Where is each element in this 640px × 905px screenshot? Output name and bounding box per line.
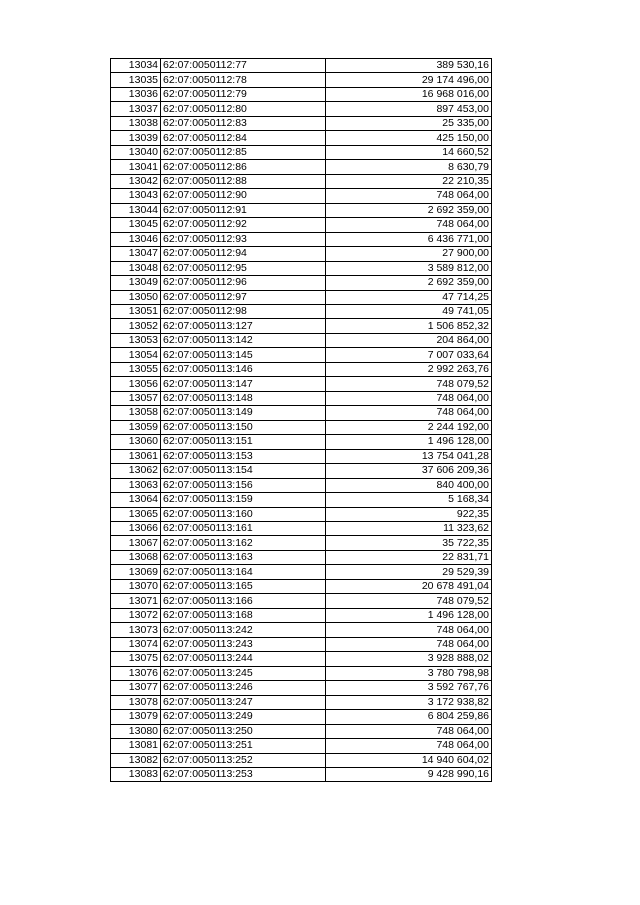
value-cell: 922,35 xyxy=(326,507,492,521)
table-row xyxy=(111,666,492,680)
table-row xyxy=(111,478,492,492)
value-cell: 16 968 016,00 xyxy=(326,87,492,101)
value-cell: 748 064,00 xyxy=(326,637,492,651)
cadastral-number-cell: 62:07:0050113:249 xyxy=(161,710,326,724)
cadastral-number-cell: 62:07:0050113:245 xyxy=(161,666,326,680)
row-number-cell: 13061 xyxy=(111,449,161,463)
table-row xyxy=(111,290,492,304)
row-number-cell: 13057 xyxy=(111,391,161,405)
value-cell: 425 150,00 xyxy=(326,131,492,145)
row-number-cell: 13060 xyxy=(111,435,161,449)
value-cell: 897 453,00 xyxy=(326,102,492,116)
cadastral-number-cell: 62:07:0050113:147 xyxy=(161,377,326,391)
row-number-cell: 13081 xyxy=(111,739,161,753)
table-row xyxy=(111,652,492,666)
value-cell: 748 064,00 xyxy=(326,739,492,753)
cadastral-value-table xyxy=(110,58,492,782)
cadastral-number-cell: 62:07:0050112:93 xyxy=(161,232,326,246)
cadastral-number-cell: 62:07:0050112:97 xyxy=(161,290,326,304)
cadastral-number-cell: 62:07:0050112:83 xyxy=(161,116,326,130)
table-row xyxy=(111,391,492,405)
row-number-cell: 13067 xyxy=(111,536,161,550)
cadastral-number-cell: 62:07:0050113:150 xyxy=(161,420,326,434)
row-number-cell: 13040 xyxy=(111,145,161,159)
table-row xyxy=(111,189,492,203)
value-cell: 840 400,00 xyxy=(326,478,492,492)
row-number-cell: 13073 xyxy=(111,623,161,637)
table-row xyxy=(111,695,492,709)
cadastral-number-cell: 62:07:0050113:162 xyxy=(161,536,326,550)
row-number-cell: 13082 xyxy=(111,753,161,767)
cadastral-number-cell: 62:07:0050113:160 xyxy=(161,507,326,521)
table-row xyxy=(111,739,492,753)
cadastral-number-cell: 62:07:0050112:95 xyxy=(161,261,326,275)
table-row xyxy=(111,116,492,130)
table-row xyxy=(111,420,492,434)
cadastral-number-cell: 62:07:0050112:92 xyxy=(161,218,326,232)
cadastral-number-cell: 62:07:0050113:153 xyxy=(161,449,326,463)
row-number-cell: 13075 xyxy=(111,652,161,666)
row-number-cell: 13049 xyxy=(111,276,161,290)
table-row xyxy=(111,174,492,188)
table-row xyxy=(111,348,492,362)
row-number-cell: 13037 xyxy=(111,102,161,116)
value-cell: 3 592 767,76 xyxy=(326,681,492,695)
table-row xyxy=(111,59,492,73)
value-cell: 6 804 259,86 xyxy=(326,710,492,724)
value-cell: 3 172 938,82 xyxy=(326,695,492,709)
row-number-cell: 13041 xyxy=(111,160,161,174)
table-row xyxy=(111,507,492,521)
row-number-cell: 13035 xyxy=(111,73,161,87)
row-number-cell: 13063 xyxy=(111,478,161,492)
table-row xyxy=(111,637,492,651)
row-number-cell: 13036 xyxy=(111,87,161,101)
table-row xyxy=(111,276,492,290)
value-cell: 27 900,00 xyxy=(326,247,492,261)
value-cell: 11 323,62 xyxy=(326,522,492,536)
table-row xyxy=(111,753,492,767)
value-cell: 37 606 209,36 xyxy=(326,464,492,478)
row-number-cell: 13078 xyxy=(111,695,161,709)
row-number-cell: 13076 xyxy=(111,666,161,680)
row-number-cell: 13051 xyxy=(111,304,161,318)
cadastral-number-cell: 62:07:0050113:146 xyxy=(161,362,326,376)
table-row xyxy=(111,565,492,579)
cadastral-number-cell: 62:07:0050113:127 xyxy=(161,319,326,333)
cadastral-number-cell: 62:07:0050113:166 xyxy=(161,594,326,608)
cadastral-number-cell: 62:07:0050112:88 xyxy=(161,174,326,188)
value-cell: 389 530,16 xyxy=(326,59,492,73)
cadastral-number-cell: 62:07:0050113:154 xyxy=(161,464,326,478)
row-number-cell: 13064 xyxy=(111,493,161,507)
table-row xyxy=(111,218,492,232)
value-cell: 6 436 771,00 xyxy=(326,232,492,246)
value-cell: 748 064,00 xyxy=(326,189,492,203)
row-number-cell: 13065 xyxy=(111,507,161,521)
cadastral-number-cell: 62:07:0050112:91 xyxy=(161,203,326,217)
cadastral-number-cell: 62:07:0050113:151 xyxy=(161,435,326,449)
cadastral-number-cell: 62:07:0050112:77 xyxy=(161,59,326,73)
row-number-cell: 13053 xyxy=(111,333,161,347)
cadastral-number-cell: 62:07:0050112:86 xyxy=(161,160,326,174)
cadastral-number-cell: 62:07:0050112:78 xyxy=(161,73,326,87)
value-cell: 29 174 496,00 xyxy=(326,73,492,87)
value-cell: 49 741,05 xyxy=(326,304,492,318)
value-cell: 1 506 852,32 xyxy=(326,319,492,333)
row-number-cell: 13038 xyxy=(111,116,161,130)
row-number-cell: 13077 xyxy=(111,681,161,695)
row-number-cell: 13066 xyxy=(111,522,161,536)
row-number-cell: 13059 xyxy=(111,420,161,434)
value-cell: 2 692 359,00 xyxy=(326,276,492,290)
cadastral-number-cell: 62:07:0050113:165 xyxy=(161,579,326,593)
table-row xyxy=(111,319,492,333)
cadastral-number-cell: 62:07:0050113:142 xyxy=(161,333,326,347)
row-number-cell: 13042 xyxy=(111,174,161,188)
cadastral-number-cell: 62:07:0050113:164 xyxy=(161,565,326,579)
table-row xyxy=(111,681,492,695)
table-row xyxy=(111,724,492,738)
row-number-cell: 13050 xyxy=(111,290,161,304)
value-cell: 748 064,00 xyxy=(326,406,492,420)
row-number-cell: 13071 xyxy=(111,594,161,608)
table-row xyxy=(111,377,492,391)
table-row xyxy=(111,623,492,637)
table-row xyxy=(111,333,492,347)
table-row xyxy=(111,73,492,87)
table-row xyxy=(111,594,492,608)
value-cell: 3 928 888,02 xyxy=(326,652,492,666)
table-row xyxy=(111,362,492,376)
table-row xyxy=(111,203,492,217)
value-cell: 748 064,00 xyxy=(326,391,492,405)
row-number-cell: 13045 xyxy=(111,218,161,232)
row-number-cell: 13052 xyxy=(111,319,161,333)
value-cell: 2 692 359,00 xyxy=(326,203,492,217)
cadastral-number-cell: 62:07:0050113:246 xyxy=(161,681,326,695)
value-cell: 748 064,00 xyxy=(326,218,492,232)
cadastral-number-cell: 62:07:0050112:80 xyxy=(161,102,326,116)
cadastral-number-cell: 62:07:0050112:79 xyxy=(161,87,326,101)
table-row xyxy=(111,435,492,449)
row-number-cell: 13055 xyxy=(111,362,161,376)
row-number-cell: 13043 xyxy=(111,189,161,203)
value-cell: 748 064,00 xyxy=(326,623,492,637)
cadastral-number-cell: 62:07:0050113:247 xyxy=(161,695,326,709)
row-number-cell: 13074 xyxy=(111,637,161,651)
cadastral-number-cell: 62:07:0050113:161 xyxy=(161,522,326,536)
table-row xyxy=(111,160,492,174)
value-cell: 8 630,79 xyxy=(326,160,492,174)
row-number-cell: 13054 xyxy=(111,348,161,362)
cadastral-number-cell: 62:07:0050112:96 xyxy=(161,276,326,290)
value-cell: 3 589 812,00 xyxy=(326,261,492,275)
value-cell: 7 007 033,64 xyxy=(326,348,492,362)
cadastral-number-cell: 62:07:0050113:253 xyxy=(161,767,326,781)
row-number-cell: 13058 xyxy=(111,406,161,420)
table-row xyxy=(111,579,492,593)
table-row xyxy=(111,536,492,550)
cadastral-number-cell: 62:07:0050113:163 xyxy=(161,550,326,564)
table-row xyxy=(111,87,492,101)
row-number-cell: 13072 xyxy=(111,608,161,622)
row-number-cell: 13046 xyxy=(111,232,161,246)
table-row xyxy=(111,550,492,564)
table-row xyxy=(111,247,492,261)
table-row xyxy=(111,145,492,159)
row-number-cell: 13048 xyxy=(111,261,161,275)
table-row xyxy=(111,464,492,478)
value-cell: 3 780 798,98 xyxy=(326,666,492,680)
cadastral-number-cell: 62:07:0050113:251 xyxy=(161,739,326,753)
row-number-cell: 13062 xyxy=(111,464,161,478)
cadastral-number-cell: 62:07:0050113:159 xyxy=(161,493,326,507)
table-row xyxy=(111,710,492,724)
row-number-cell: 13039 xyxy=(111,131,161,145)
row-number-cell: 13068 xyxy=(111,550,161,564)
row-number-cell: 13070 xyxy=(111,579,161,593)
value-cell: 14 940 604,02 xyxy=(326,753,492,767)
value-cell: 14 660,52 xyxy=(326,145,492,159)
value-cell: 748 079,52 xyxy=(326,594,492,608)
cadastral-number-cell: 62:07:0050113:252 xyxy=(161,753,326,767)
cadastral-number-cell: 62:07:0050113:250 xyxy=(161,724,326,738)
row-number-cell: 13080 xyxy=(111,724,161,738)
cadastral-number-cell: 62:07:0050112:85 xyxy=(161,145,326,159)
value-cell: 47 714,25 xyxy=(326,290,492,304)
value-cell: 13 754 041,28 xyxy=(326,449,492,463)
row-number-cell: 13034 xyxy=(111,59,161,73)
value-cell: 1 496 128,00 xyxy=(326,608,492,622)
table-body xyxy=(111,59,492,782)
cadastral-number-cell: 62:07:0050113:145 xyxy=(161,348,326,362)
value-cell: 204 864,00 xyxy=(326,333,492,347)
row-number-cell: 13083 xyxy=(111,767,161,781)
cadastral-number-cell: 62:07:0050113:148 xyxy=(161,391,326,405)
cadastral-number-cell: 62:07:0050113:242 xyxy=(161,623,326,637)
value-cell: 20 678 491,04 xyxy=(326,579,492,593)
cadastral-number-cell: 62:07:0050112:90 xyxy=(161,189,326,203)
table-row xyxy=(111,608,492,622)
value-cell: 2 244 192,00 xyxy=(326,420,492,434)
value-cell: 1 496 128,00 xyxy=(326,435,492,449)
cadastral-number-cell: 62:07:0050112:84 xyxy=(161,131,326,145)
row-number-cell: 13047 xyxy=(111,247,161,261)
table-row xyxy=(111,449,492,463)
table-row xyxy=(111,131,492,145)
table-row xyxy=(111,261,492,275)
value-cell: 9 428 990,16 xyxy=(326,767,492,781)
table-row xyxy=(111,493,492,507)
cadastral-number-cell: 62:07:0050112:94 xyxy=(161,247,326,261)
cadastral-number-cell: 62:07:0050113:168 xyxy=(161,608,326,622)
cadastral-number-cell: 62:07:0050112:98 xyxy=(161,304,326,318)
row-number-cell: 13079 xyxy=(111,710,161,724)
value-cell: 29 529,39 xyxy=(326,565,492,579)
cadastral-number-cell: 62:07:0050113:156 xyxy=(161,478,326,492)
value-cell: 748 064,00 xyxy=(326,724,492,738)
row-number-cell: 13056 xyxy=(111,377,161,391)
value-cell: 35 722,35 xyxy=(326,536,492,550)
table-row xyxy=(111,102,492,116)
table-row xyxy=(111,522,492,536)
cadastral-number-cell: 62:07:0050113:149 xyxy=(161,406,326,420)
value-cell: 748 079,52 xyxy=(326,377,492,391)
table-row xyxy=(111,767,492,781)
cadastral-number-cell: 62:07:0050113:244 xyxy=(161,652,326,666)
table-row xyxy=(111,304,492,318)
table-row xyxy=(111,232,492,246)
value-cell: 25 335,00 xyxy=(326,116,492,130)
value-cell: 22 210,35 xyxy=(326,174,492,188)
value-cell: 22 831,71 xyxy=(326,550,492,564)
table-row xyxy=(111,406,492,420)
cadastral-number-cell: 62:07:0050113:243 xyxy=(161,637,326,651)
value-cell: 2 992 263,76 xyxy=(326,362,492,376)
value-cell: 5 168,34 xyxy=(326,493,492,507)
row-number-cell: 13069 xyxy=(111,565,161,579)
row-number-cell: 13044 xyxy=(111,203,161,217)
